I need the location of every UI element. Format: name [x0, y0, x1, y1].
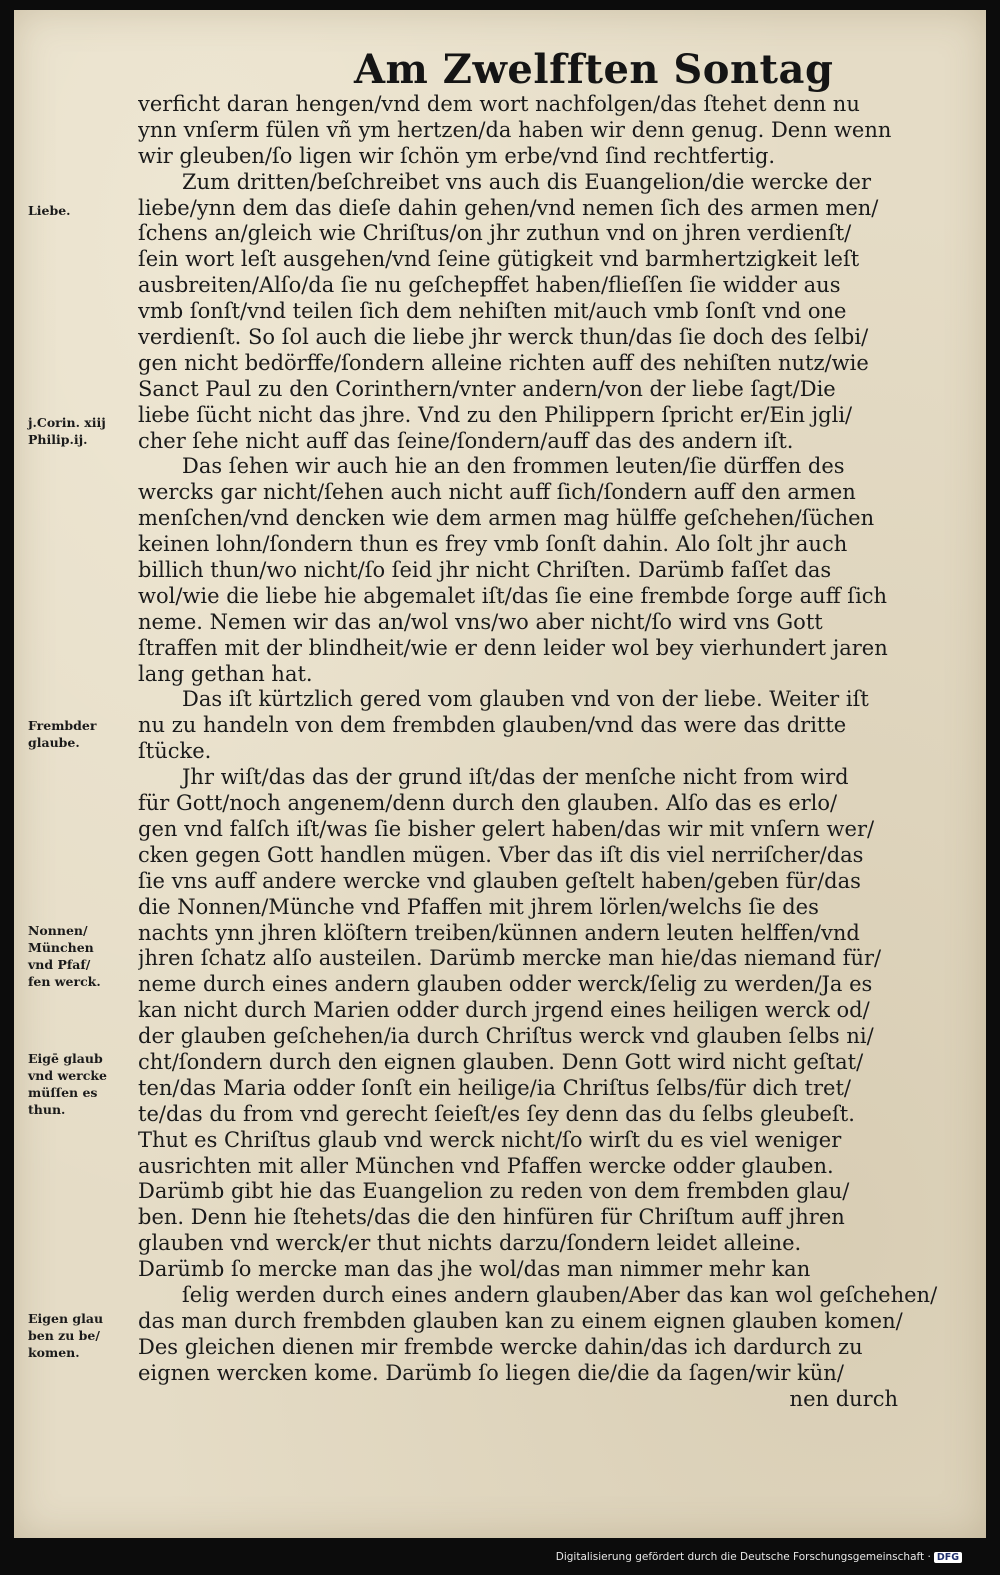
- margin-note-liebe: Liebe.: [28, 203, 71, 218]
- text-line: Des gleichen dienen mir frembde wercke dahin/das ich dardurch zu: [138, 1334, 863, 1359]
- margin-note-eigen-glaub: Eigē glaub vnd wercke müſſen es thun.: [28, 1051, 107, 1117]
- text-line: liebe ſücht nicht das jhre. Vnd zu den Philippern ſpricht er/Ein jgli/: [138, 402, 853, 427]
- text-line: ſelig werden durch eines andern glauben/Aber das kan wol geſchehen/: [182, 1282, 938, 1307]
- text-line: neme. Nemen wir das an/wol vns/wo aber nicht/ſo wird vns Gott: [138, 609, 823, 634]
- text-line: jhren ſchatz alſo austeilen. Darümb mercke man hie/das niemand für/: [138, 946, 882, 971]
- text-line: Thut es Chriſtus glaub vnd werck nicht/ſo wirſt du es viel weniger: [138, 1127, 842, 1152]
- text-line: billich thun/wo nicht/ſo ſeid jhr nicht Chriſten. Darümb faſſet das: [138, 558, 832, 583]
- margin-note-eigen-glauben: Eigen glau ben zu be/ komen.: [28, 1311, 104, 1360]
- text-line: liebe/ynn dem das dieſe dahin gehen/vnd nemen ſich des armen men/: [138, 195, 879, 220]
- text-line: wercks gar nicht/ſehen auch nicht auff ſich/ſondern auff den armen: [138, 480, 856, 505]
- text-line: ſein wort leſt ausgehen/vnd ſeine gütigkeit vnd barmhertzigkeit leſt: [138, 247, 860, 272]
- text-line: gen nicht bedörffe/ſondern alleine richten auff des nehiſten nutz/wie: [138, 350, 869, 375]
- text-line: te/das du from vnd gerecht ſeieſt/es ſey denn das du ſelbs gleubeſt.: [138, 1101, 855, 1126]
- text-line: Darümb gibt hie das Euangelion zu reden von dem frembden glau/: [138, 1179, 850, 1204]
- text-line: Das ſehen wir auch hie an den frommen leuten/ſie dürffen des: [182, 454, 845, 479]
- text-line: kan nicht durch Marien odder durch jrgend eines heiligen werck od/: [138, 998, 870, 1023]
- text-line: glauben vnd werck/er thut nichts darzu/ſondern leidet alleine.: [138, 1231, 802, 1256]
- text-line: cher ſehe nicht auff das ſeine/ſondern/auff das des andern iſt.: [138, 428, 794, 453]
- text-line: cken gegen Gott handlen mügen. Vber das iſt dis viel nerriſcher/das: [138, 842, 864, 867]
- margin-note-nonnen: Nonnen/ München vnd Pfaf/ fen werck.: [28, 923, 101, 989]
- text-line: ausbreiten/Alſo/da ſie nu geſchepffet haben/flieſſen ſie widder aus: [138, 273, 841, 298]
- scanned-page: [14, 10, 986, 1538]
- text-line: der glauben geſchehen/ia durch Chriſtus werck vnd glauben ſelbs ni/: [138, 1024, 874, 1049]
- text-line: nen durch: [789, 1386, 898, 1411]
- text-line: verficht daran hengen/vnd dem wort nachfolgen/das ſtehet denn nu: [138, 92, 860, 116]
- dfg-logo: DFG: [934, 1552, 962, 1563]
- text-line: gen vnd falſch iſt/was ſie bisher gelert haben/das wir mit vnſern wer/: [138, 816, 875, 841]
- text-line: verdienſt. So ſol auch die liebe jhr werck thun/das ſie doch des ſelbi/: [138, 325, 869, 350]
- text-line: ſtraffen mit der blindheit/wie er denn leider wol bey vierhundert jaren: [138, 635, 888, 660]
- text-line: menſchen/vnd dencken wie dem armen mag hülffe geſchehen/ſüchen: [138, 506, 875, 531]
- text-line: ynn vnſerm fülen vñ ym hertzen/da haben wir denn genug. Denn wenn: [138, 117, 892, 142]
- digitization-footer: [556, 1551, 962, 1563]
- text-line: vmb ſonſt/vnd teilen ſich dem nehiſten mit/auch vmb ſonſt vnd one: [138, 299, 847, 324]
- text-line: Zum dritten/beſchreibet vns auch dis Euangelion/die wercke der: [182, 169, 872, 194]
- text-line: lang gethan hat.: [138, 661, 313, 686]
- margin-note-corinthians: j.Corin. xiij Philip.ij.: [28, 415, 106, 447]
- text-line: für Gott/noch angenem/denn durch den glauben. Alſo das es erlo/: [138, 791, 838, 816]
- text-line: keinen lohn/ſondern thun es frey vmb ſonſt dahin. Alo ſolt jhr auch: [138, 532, 848, 557]
- text-line: neme durch eines andern glauben odder werck/ſelig zu werden/Ja es: [138, 972, 873, 997]
- margin-note-frembder-glaube: Frembder glaube.: [28, 718, 97, 750]
- page-header-title: Am Zwelfften Sontag: [354, 46, 834, 93]
- body-text: [138, 92, 958, 1412]
- text-line: ben. Denn hie ſtehets/das die den hinfüren für Chriſtum auff jhren: [138, 1205, 845, 1230]
- text-line: ſie vns auff andere wercke vnd glauben geſtelt haben/geben für/das: [138, 868, 861, 893]
- text-line: ten/das Maria odder ſonſt ein heilige/ia Chriſtus ſelbs/für dich tret/: [138, 1075, 851, 1100]
- text-line: Jhr wiſt/das das der grund iſt/das der menſche nicht from wird: [182, 765, 849, 790]
- text-line: ausrichten mit aller München vnd Pfaffen wercke odder glauben.: [138, 1153, 834, 1178]
- text-line: Darümb ſo mercke man das jhe wol/das man nimmer mehr kan: [138, 1257, 811, 1282]
- text-line: Das iſt kürtzlich gered vom glauben vnd von der liebe. Weiter iſt: [182, 687, 869, 712]
- text-line: eignen wercken kome. Darümb ſo liegen die/die da ſagen/wir kün/: [138, 1360, 844, 1385]
- text-line: die Nonnen/Münche vnd Pfaffen mit jhrem lörlen/welchs ſie des: [138, 894, 819, 919]
- text-line: ſtücke.: [138, 739, 212, 764]
- text-line: das man durch frembden glauben kan zu einem eignen glauben komen/: [138, 1308, 903, 1333]
- footer-text: Digitalisierung gefördert durch die Deutsche Forschungsgemeinschaft ·: [555, 1551, 931, 1563]
- text-line: wir gleuben/ſo ligen wir ſchön ym erbe/vnd ſind rechtfertig.: [138, 143, 776, 168]
- text-line: cht/ſondern durch den eignen glauben. Denn Gott wird nicht geſtat/: [138, 1049, 864, 1074]
- text-line: nu zu handeln von dem frembden glauben/vnd das were das dritte: [138, 713, 847, 738]
- text-line: Sanct Paul zu den Corinthern/vnter andern/von der liebe ſagt/Die: [138, 376, 836, 401]
- text-line: wol/wie die liebe hie abgemalet iſt/das ſie eine frembde ſorge auff ſich: [138, 583, 888, 608]
- text-line: ſchens an/gleich wie Chriſtus/on jhr zuthun vnd on jhren verdienſt/: [138, 221, 852, 246]
- text-line: nachts ynn jhren klöſtern treiben/künnen andern leuten helffen/vnd: [138, 920, 860, 945]
